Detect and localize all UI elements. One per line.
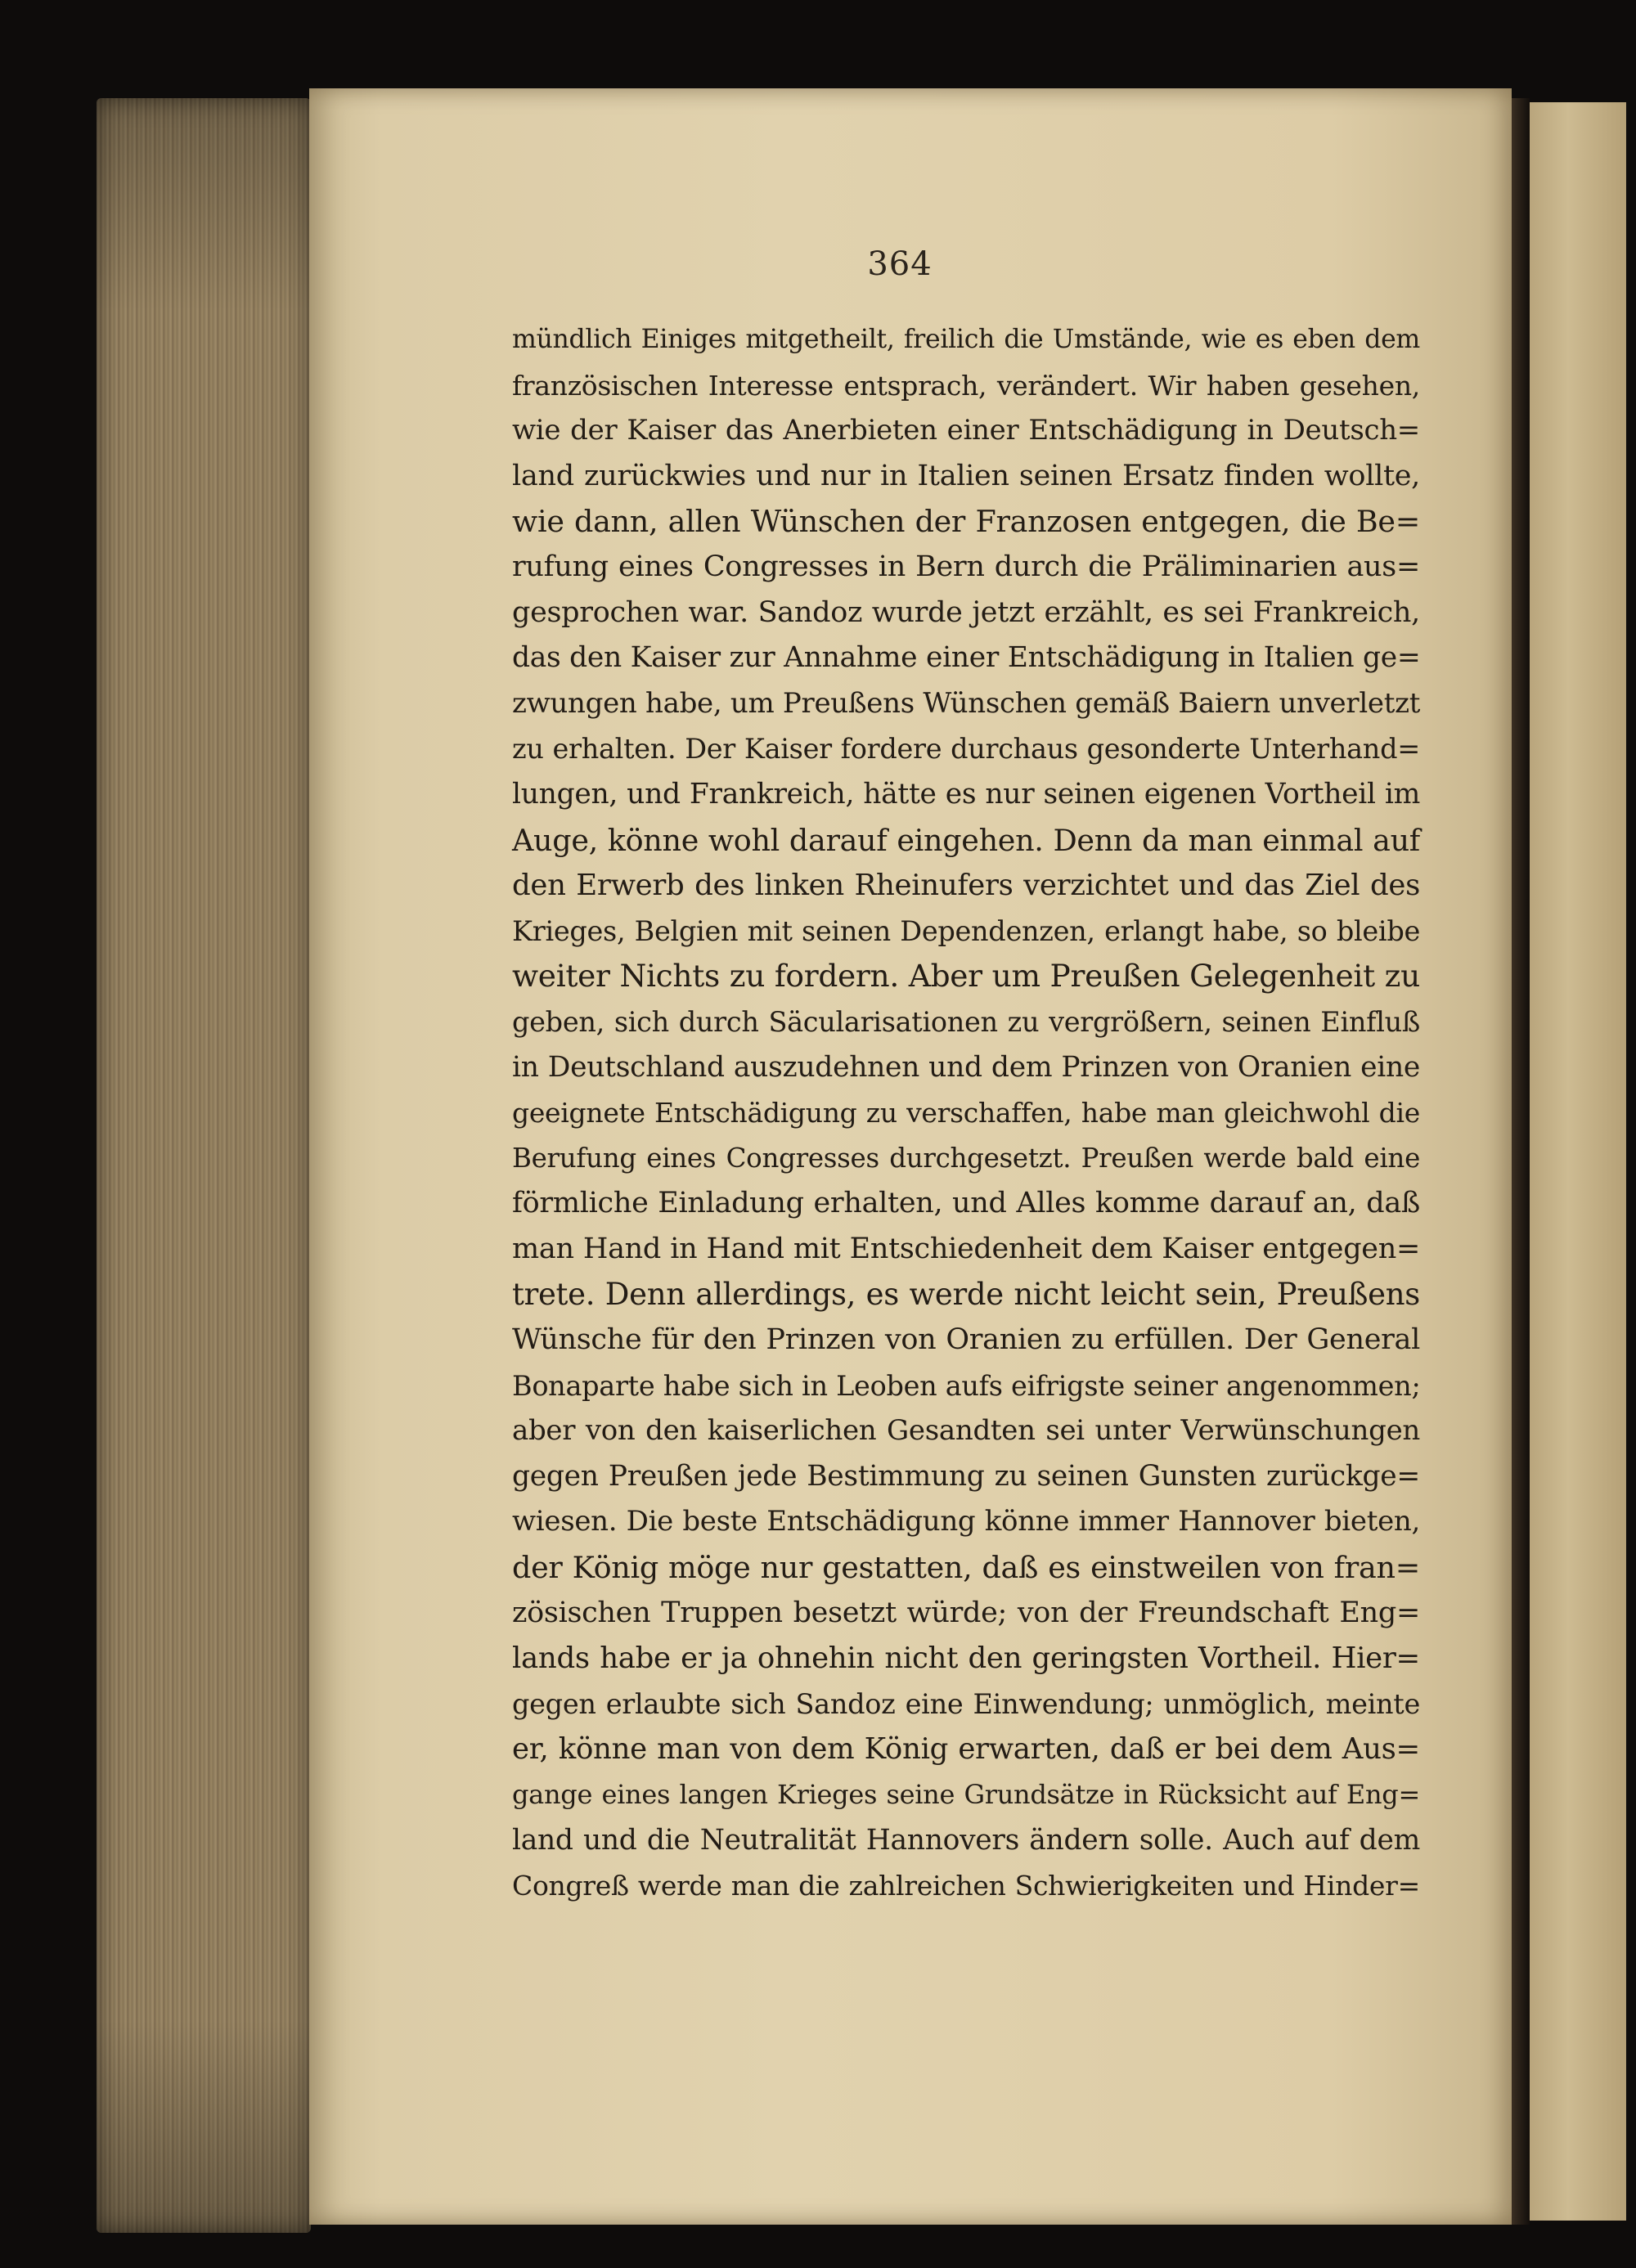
text-line: zösischen Truppen besetzt würde; von der Freundschaft Eng= — [512, 1596, 1420, 1629]
text-line: mündlich Einiges mitgetheilt, freilich die Umstände, wie es eben dem — [512, 325, 1420, 354]
text-line: förmliche Einladung erhalten, und Alles komme darauf an, daß — [512, 1187, 1420, 1220]
text-line: Auge, könne wohl darauf eingehen. Denn da man einmal auf — [512, 822, 1420, 858]
text-line: gegen Preußen jede Bestimmung zu seinen Gunsten zurückge= — [512, 1459, 1420, 1493]
text-line: gange eines langen Krieges seine Grundsätze in Rücksicht auf Eng= — [512, 1779, 1420, 1810]
page-number: 364 — [867, 245, 933, 283]
text-line: trete. Denn allerdings, es werde nicht leicht sein, Preußens — [512, 1277, 1420, 1313]
fore-edge-shadow — [97, 98, 311, 2233]
text-line: Wünsche für den Prinzen von Oranien zu erfüllen. Der General — [512, 1323, 1420, 1357]
text-line: Krieges, Belgien mit seinen Dependenzen, erlangt habe, so bleibe — [512, 914, 1420, 947]
text-line: wie dann, allen Wünschen der Franzosen entgegen, die Be= — [512, 504, 1420, 540]
text-line: er, könne man von dem König erwarten, daß er bei dem Aus= — [512, 1732, 1420, 1767]
text-line: zu erhalten. Der Kaiser fordere durchaus gesonderte Unterhand= — [512, 733, 1420, 766]
text-line: das den Kaiser zur Annahme einer Entschädigung in Italien ge= — [512, 641, 1421, 675]
text-line: rufung eines Congresses in Bern durch die Präliminarien aus= — [512, 550, 1420, 583]
book-gutter — [1512, 98, 1530, 2225]
text-line: land zurückwies und nur in Italien seinen Ersatz finden wollte, — [512, 459, 1420, 492]
text-line: man Hand in Hand mit Entschiedenheit dem Kaiser entgegen= — [512, 1232, 1420, 1265]
text-line: gegen erlaubte sich Sandoz eine Einwendung; unmöglich, meinte — [512, 1687, 1420, 1720]
text-line: den Erwerb des linken Rheinufers verzichtet und das Ziel des — [512, 869, 1420, 903]
text-line: lungen, und Frankreich, hätte es nur seinen eigenen Vortheil im — [512, 777, 1420, 811]
text-line: Berufung eines Congresses durchgesetzt. Preußen werde bald eine — [512, 1142, 1420, 1174]
text-line: in Deutschland auszudehnen und dem Prinzen von Oranien eine — [512, 1050, 1420, 1084]
text-line: weiter Nichts zu fordern. Aber um Preußen Gelegenheit zu — [512, 958, 1420, 995]
text-line: land und die Neutralität Hannovers ändern solle. Auch auf dem — [512, 1823, 1420, 1857]
text-line: Bonaparte habe sich in Leoben aufs eifrigste seiner angenommen; — [512, 1369, 1421, 1402]
text-line: gesprochen war. Sandoz wurde jetzt erzählt, es sei Frankreich, — [512, 595, 1420, 629]
text-line: lands habe er ja ohnehin nicht den geringsten Vortheil. Hier= — [512, 1641, 1420, 1676]
text-line: Congreß werde man die zahlreichen Schwierigkeiten und Hinder= — [512, 1870, 1420, 1902]
text-line: wiesen. Die beste Entschädigung könne immer Hannover bieten, — [512, 1505, 1420, 1538]
facing-page-edge — [1530, 102, 1626, 2221]
text-line: der König möge nur gestatten, daß es einstweilen von fran= — [512, 1550, 1420, 1586]
text-line: aber von den kaiserlichen Gesandten sei unter Verwünschungen — [512, 1414, 1420, 1448]
text-line: wie der Kaiser das Anerbieten einer Entschädigung in Deutsch= — [512, 414, 1420, 447]
text-line: zwungen habe, um Preußens Wünschen gemäß Baiern unverletzt — [512, 686, 1421, 720]
text-line: geeignete Entschädigung zu verschaffen, habe man gleichwohl die — [512, 1097, 1420, 1130]
text-line: französischen Interesse entsprach, verändert. Wir haben gesehen, — [512, 369, 1420, 402]
body-text — [512, 317, 1420, 1909]
text-line: geben, sich durch Säcularisationen zu vergrößern, seinen Einfluß — [512, 1005, 1420, 1038]
